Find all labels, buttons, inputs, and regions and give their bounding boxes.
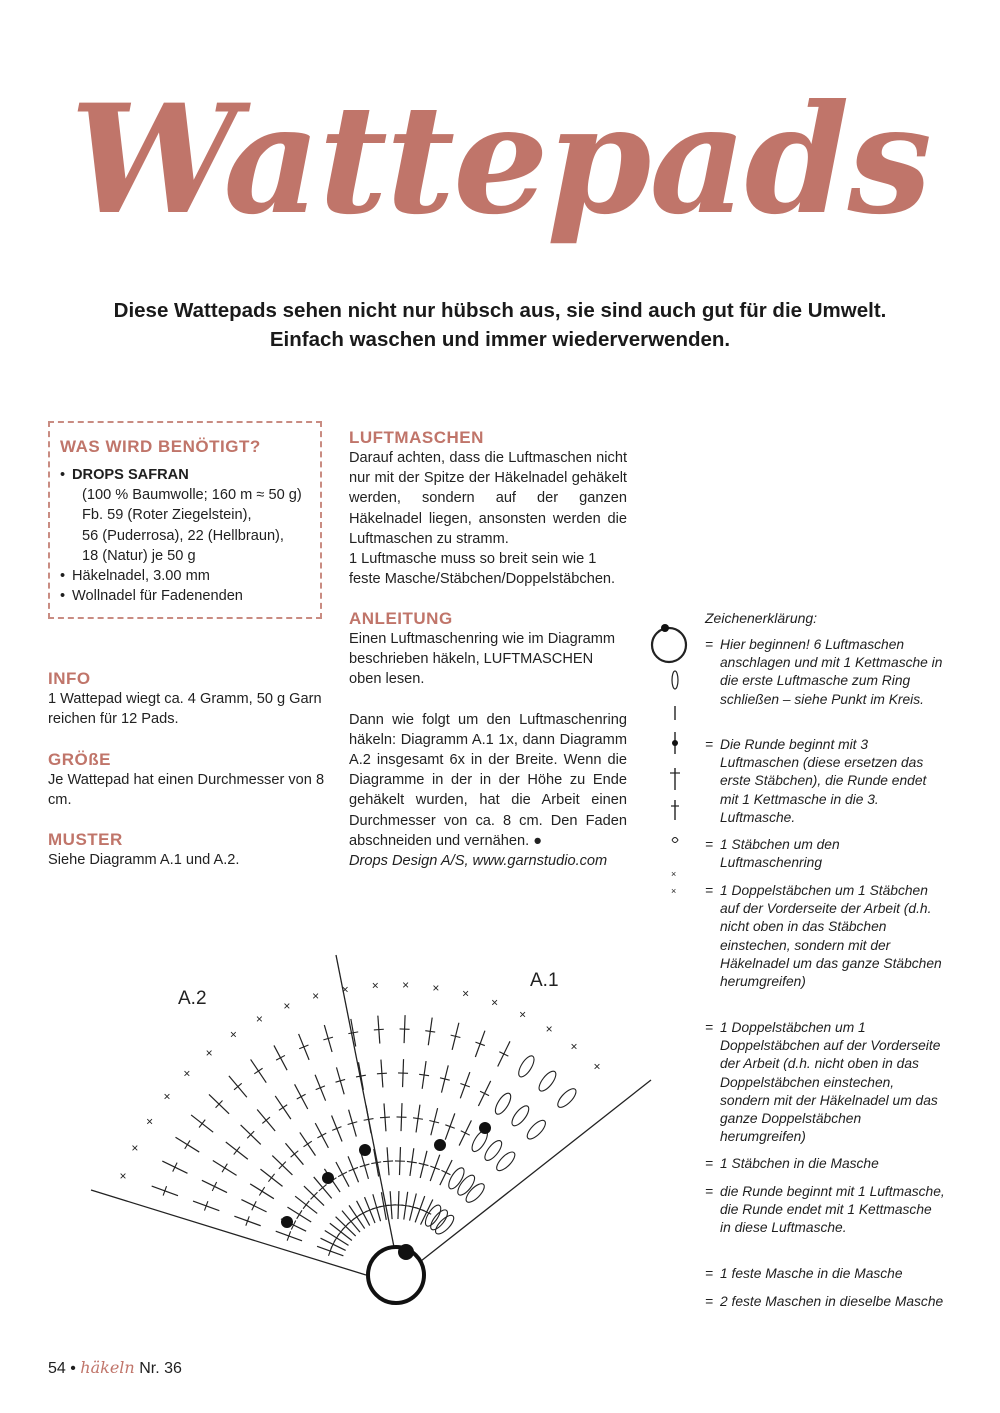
materials-yarn-detail-1: (100 % Baumwolle; 160 m ≈ 50 g) xyxy=(82,487,302,504)
diagram-stitch-bar xyxy=(234,1083,242,1089)
materials-list xyxy=(60,465,310,485)
diagram-stitch-bar xyxy=(338,1172,347,1177)
diagram-sc-mark: × xyxy=(119,1168,127,1183)
chain-heading: LUFTMASCHEN xyxy=(349,428,484,447)
diagram-chain-mark xyxy=(524,1118,548,1142)
chain-section xyxy=(349,428,627,589)
legend-item: = 1 feste Masche in die Masche xyxy=(705,1266,903,1281)
diagram-sc-mark: × xyxy=(283,999,291,1014)
diagram-stitch-bar xyxy=(317,1133,326,1138)
diagram-sc-mark: × xyxy=(519,1007,527,1022)
materials-item-needle: • Wollnadel für Fadenenden xyxy=(60,586,310,606)
page-footer xyxy=(48,1358,182,1378)
size-heading: GRÖßE xyxy=(48,750,111,769)
intro-line-2: Einfach waschen und immer wiederverwenden. xyxy=(269,328,731,351)
instructions-credit: Drops Design A/S, www.garnstudio.com xyxy=(349,853,608,870)
diagram-round-dot xyxy=(281,1216,293,1228)
diagram-sc-mark: × xyxy=(402,978,410,993)
diagram-chain-mark xyxy=(455,1173,478,1198)
diagram-stitch-bar xyxy=(319,1184,327,1190)
diagram-sc-mark: × xyxy=(229,1027,237,1042)
diagram-sc-mark: × xyxy=(163,1089,171,1104)
legend-item: = 1 Stäbchen in die Masche xyxy=(705,1156,879,1171)
diagram-chain-mark xyxy=(536,1069,559,1094)
diagram-stitch-bar xyxy=(199,1120,205,1128)
instructions-section xyxy=(349,609,627,871)
diagram-stitch-bar xyxy=(383,1161,393,1162)
diagram-stitch-bar xyxy=(259,1187,264,1195)
diagram-stitch-bar xyxy=(185,1140,190,1148)
diagram-stitch-bar xyxy=(419,1074,429,1075)
legend-symbols xyxy=(645,620,695,900)
issue-number: Nr. 36 xyxy=(139,1360,182,1377)
diagram-sc-mark: × xyxy=(255,1011,263,1026)
info-section xyxy=(48,669,328,729)
diagram-stitch-bar xyxy=(407,1161,417,1162)
diagram-round-dot xyxy=(359,1144,371,1156)
diagram-sc-mark: × xyxy=(131,1140,139,1155)
diagram-sc-mark: × xyxy=(312,989,320,1004)
diagram-sc-mark: × xyxy=(371,978,379,993)
legend-item: = die Runde beginnt mit 1 Luftmasche, die Runde endet mit 1 Kettmasche in diese Luftmasche. xyxy=(705,1184,945,1236)
materials-list-tools xyxy=(60,566,310,606)
materials-heading: WAS WIRD BENÖTIGT? xyxy=(60,437,261,456)
materials-yarn-detail-3: 56 (Puderrosa), 22 (Hellbraun), xyxy=(82,527,284,544)
footer-bullet: • xyxy=(70,1360,81,1377)
diagram-sc-mark: × xyxy=(205,1045,213,1060)
diagram-stitch-bar xyxy=(303,1201,309,1209)
page-title: Wattepads xyxy=(69,72,931,248)
diagram-round-dot xyxy=(322,1172,334,1184)
diagram-stitch-bar xyxy=(252,1201,256,1210)
diagram-stitch-bar xyxy=(268,1174,274,1182)
materials-item-yarn: • DROPS SAFRAN xyxy=(60,465,310,485)
pattern-section xyxy=(48,830,328,870)
instructions-heading: ANLEITUNG xyxy=(349,609,453,628)
diagram-divider-line xyxy=(336,955,394,1247)
legend-item: = 2 feste Maschen in dieselbe Masche xyxy=(705,1294,944,1309)
diagram-stitch-bar xyxy=(276,1055,285,1060)
pattern-heading: MUSTER xyxy=(48,830,123,849)
diagram-sc-mark: × xyxy=(432,980,440,995)
diagram-label-a1: A.1 xyxy=(530,970,559,991)
start-dot-icon xyxy=(661,624,669,632)
diagram-chain-mark xyxy=(555,1086,579,1110)
diagram-start-dot xyxy=(398,1244,414,1260)
legend-item: = Die Runde beginnt mit 3 Luftmaschen (diese ersetzen das erste Stäbchen), die Runde endet mit 1 Kettmasche in die 3. Luftmasche. xyxy=(705,737,927,825)
info-text: 1 Wattepad wiegt ca. 4 Gramm, 50 g Garn reichen für 12 Pads. xyxy=(48,691,322,728)
diagram-stitch-bar xyxy=(297,1094,306,1099)
chain-symbol-icon xyxy=(672,671,678,689)
diagram-chain-mark xyxy=(516,1054,537,1080)
diagram-stitch-bar xyxy=(380,1117,390,1118)
chain-start-icon xyxy=(672,838,678,843)
diagram-stitch-bar xyxy=(222,1164,227,1172)
sc2-icon: × xyxy=(671,886,677,896)
intro-line-1: Diese Wattepads sehen nicht nur hübsch aus, sie sind auch gut für die Umwelt. xyxy=(113,299,887,322)
diagram-round-dot xyxy=(434,1139,446,1151)
diagram-stitch-bar xyxy=(279,1105,287,1111)
diagram-chain-mark xyxy=(463,1181,487,1205)
diagram-stitch-bar xyxy=(480,1091,489,1095)
diagram-sc-mark: × xyxy=(146,1114,154,1129)
diagram-ring xyxy=(368,1247,424,1303)
diagram-stitch-bar xyxy=(234,1147,240,1155)
diagram-stitch-bar xyxy=(461,1131,470,1135)
diagram-sc-mark: × xyxy=(593,1059,601,1074)
diagram-left-edge xyxy=(91,1190,366,1275)
diagram-chain-mark xyxy=(422,1203,443,1229)
diagram-stitch-bar xyxy=(377,1073,387,1074)
diagram-stitch-bar xyxy=(413,1118,423,1119)
crochet-diagram xyxy=(60,950,660,1310)
legend-item: = 1 Doppelstäbchen um 1 Doppelstäbchen auf der Vorderseite der Arbeit (d.h. nicht oben in das Doppelstäbchen einstechen, sondern mit der Häkelnadel um das ganze Doppelstäbchen herumgreifen) xyxy=(705,1020,941,1145)
legend-item: = Hier beginnen! 6 Luftmaschen anschlagen und mit 1 Kettmasche in die erste Luftmasche zum Ring schließen – siehe Punkt im Kreis. xyxy=(705,637,943,707)
diagram-stitch-bar xyxy=(173,1163,177,1172)
page-number: 54 xyxy=(48,1360,66,1377)
materials-yarn-detail-4: 18 (Natur) je 50 g xyxy=(82,547,196,564)
legend-item: = 1 Doppelstäbchen um 1 Stäbchen auf der Vorderseite der Arbeit (d.h. nicht oben in das Stäbchen einstechen, sondern mit der Häkelnadel um das ganze Stäbchen herumgreifen) xyxy=(705,883,942,990)
ring-symbol-icon xyxy=(652,628,686,662)
diagram-stitches xyxy=(91,955,651,1275)
materials-yarn-detail-2: Fb. 59 (Roter Ziegelstein), xyxy=(82,507,252,524)
diagram-stitch-bar xyxy=(374,1029,384,1030)
diagram-stitch-bar xyxy=(262,1117,270,1123)
chain-text-2: 1 Luftmasche muss so breit sein wie 1 feste Masche/Stäbchen/Doppelstäbchen. xyxy=(349,551,616,588)
diagram-chain-mark xyxy=(509,1103,532,1128)
diagram-chain-mark xyxy=(492,1091,513,1117)
materials-item-hook: • Häkelnadel, 3.00 mm xyxy=(60,566,310,586)
diagram-chain-mark xyxy=(446,1165,467,1191)
magazine-name: häkeln xyxy=(80,1358,135,1377)
instructions-text-2: Dann wie folgt um den Luftmaschenring häkeln: Diagramm A.1 1x, dann Diagramm A.2 insgesamt 6x in der Breite. Wenn die Diagramme in der in der Höhe zu Ende gehäkelt wurden, hat die Arbeit einen Durchmesser von ca. 8 cm. Den Faden abschneiden und vernähen. ● xyxy=(349,711,627,849)
info-heading: INFO xyxy=(48,669,91,688)
diagram-stitch-bar xyxy=(425,1031,435,1032)
diagram-stitch-bar xyxy=(212,1182,216,1191)
diagram-sc-mark: × xyxy=(491,995,499,1010)
diagram-stitch-bar xyxy=(297,1210,302,1218)
diagram-stitch-bar xyxy=(304,1141,312,1147)
diagram-stitch-bar xyxy=(291,1151,299,1157)
diagram-stitch-bar xyxy=(254,1068,262,1074)
chain-text-1: Darauf achten, dass die Luftmaschen nicht nur mit der Spitze der Häkelnadel gehäkelt werden, sondern auf der ganzen Häkelnadel liegen, ansonsten werden die Luftmaschen zu stramm. xyxy=(349,450,627,547)
diagram-sc-mark: × xyxy=(341,982,349,997)
instructions-text-1: Einen Luftmaschenring wie im Diagramm beschrieben häkeln, LUFTMASCHEN oben lesen. xyxy=(349,631,616,688)
diagram-stitch-bar xyxy=(441,1170,450,1174)
intro-text xyxy=(40,296,960,354)
diagram-sc-mark: × xyxy=(545,1022,553,1037)
diagram-right-edge xyxy=(421,1080,651,1261)
diagram-sc-mark: × xyxy=(570,1039,578,1054)
materials-box xyxy=(48,421,322,619)
diagram-sc-mark: × xyxy=(462,986,470,1001)
diagram-label-a2: A.2 xyxy=(178,988,207,1009)
diagram-sc-mark: × xyxy=(183,1066,191,1081)
pattern-text: Siehe Diagramm A.1 und A.2. xyxy=(48,852,240,868)
diagram-stitch-bar xyxy=(499,1052,508,1056)
legend-title: Zeichenerklärung: xyxy=(705,610,818,626)
diagram-round-dot xyxy=(479,1122,491,1134)
size-section xyxy=(48,750,328,810)
legend-item: = 1 Stäbchen um den Luftmaschenring xyxy=(705,837,840,871)
size-text: Je Wattepad hat einen Durchmesser von 8 cm. xyxy=(48,772,325,809)
sc-icon: × xyxy=(671,869,677,879)
